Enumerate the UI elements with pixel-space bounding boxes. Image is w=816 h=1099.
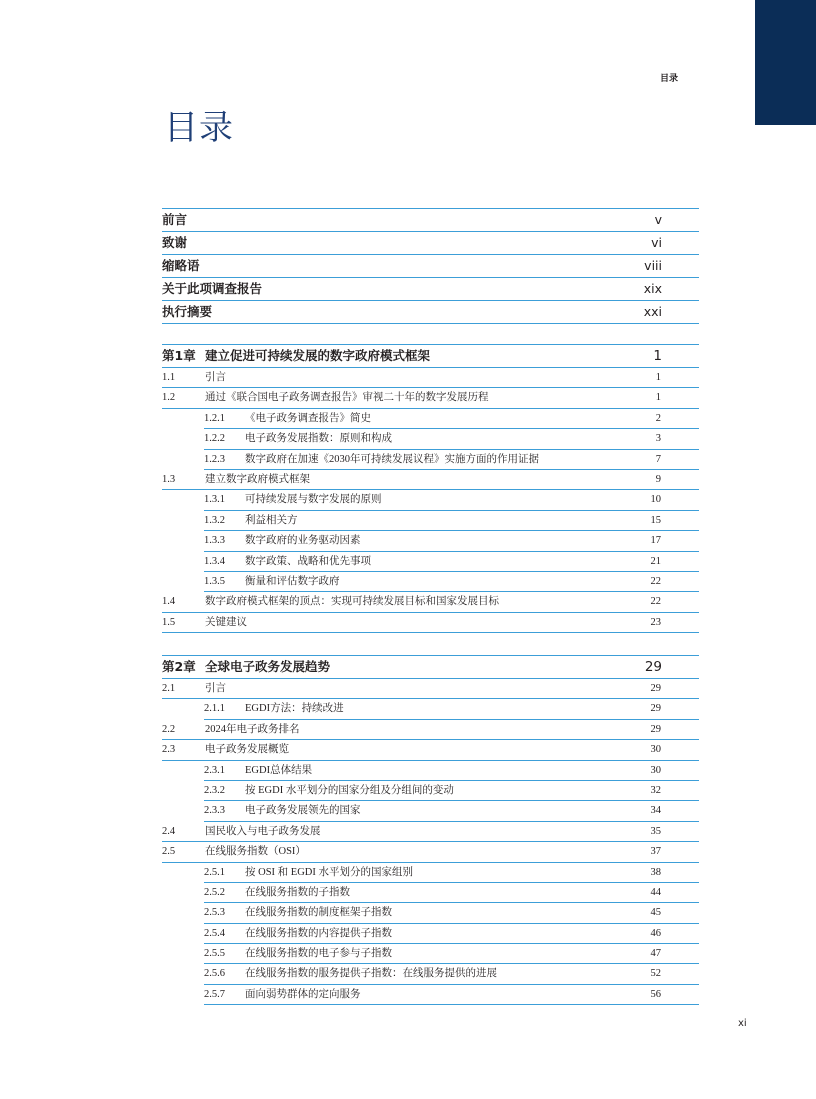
entry-number: 2.5.1 (204, 866, 225, 878)
toc-subsection-entry[interactable] (204, 781, 699, 801)
entry-page: 29 (650, 723, 661, 735)
toc-subsection-entry[interactable] (204, 450, 699, 470)
entry-page: 10 (650, 494, 661, 506)
toc-subsection-entry[interactable] (204, 924, 699, 944)
entry-label: EGDI方法：持续改进 (245, 703, 344, 715)
entry-label: 通过《联合国电子政务调查报告》审视二十年的数字发展历程 (205, 392, 489, 404)
entry-number: 1.3.5 (204, 575, 225, 587)
toc-section-entry[interactable] (162, 679, 699, 699)
entry-label: 电子政务发展领先的国家 (245, 805, 361, 817)
entry-number: 1.3.3 (204, 535, 225, 547)
running-header: 目录 (659, 74, 678, 84)
entry-page: 46 (650, 927, 661, 939)
entry-label: 关键建议 (205, 616, 247, 628)
entry-page: 3 (655, 433, 661, 445)
toc-section-entry[interactable] (162, 842, 699, 862)
entry-label: 引言 (205, 683, 226, 694)
chapter-title: 全球电子政务发展趋势 (205, 659, 331, 674)
entry-page: 37 (650, 846, 661, 858)
entry-page: 22 (650, 575, 661, 587)
toc-subsection-entry[interactable] (204, 903, 699, 923)
toc-subsection-entry[interactable] (204, 531, 699, 551)
toc-subsection-entry[interactable] (204, 409, 699, 429)
entry-number: 2.3.3 (204, 805, 225, 817)
entry-number: 2.1 (162, 683, 176, 694)
page-number: xi (738, 1018, 747, 1029)
entry-page: 47 (650, 948, 661, 960)
entry-number: 1.4 (162, 596, 176, 608)
entry-label: 国民收入与电子政务发展 (205, 825, 321, 837)
chapter-1-section (162, 344, 699, 633)
entry-number: 1.2 (162, 392, 176, 404)
entry-label: 面向弱势群体的定向服务 (245, 988, 361, 1000)
entry-page: 9 (655, 473, 661, 485)
toc-entry[interactable] (162, 301, 699, 324)
toc-subsection-entry[interactable] (204, 572, 699, 592)
toc-section-entry[interactable] (162, 592, 699, 612)
entry-number: 2.5.2 (204, 886, 225, 898)
toc-subsection-entry[interactable] (204, 490, 699, 510)
toc-subsection-entry[interactable] (204, 883, 699, 903)
entry-number: 1.3.1 (204, 494, 225, 506)
entry-label: 在线服务指数（OSI） (205, 846, 306, 858)
entry-label: 在线服务指数的制度框架子指数 (245, 907, 392, 919)
entry-number: 2.5.3 (204, 907, 225, 919)
toc-subsection-entry[interactable] (204, 801, 699, 821)
chapter-number: 第2章 (162, 659, 196, 674)
toc-subsection-entry[interactable] (204, 699, 699, 719)
entry-label: 衡量和评估数字政府 (245, 575, 340, 587)
entry-page: 52 (650, 968, 661, 980)
entry-label: 在线服务指数的电子参与子指数 (245, 948, 392, 960)
entry-label: EGDI总体结果 (245, 764, 313, 776)
entry-page: 29 (650, 703, 661, 715)
entry-label: 在线服务指数的服务提供子指数：在线服务提供的进展 (245, 968, 497, 980)
entry-page: 30 (650, 744, 661, 756)
entry-number: 1.3.4 (204, 555, 225, 567)
entry-page: 1 (655, 392, 661, 404)
entry-label: 在线服务指数的子指数 (245, 886, 350, 898)
toc-entry[interactable] (162, 255, 699, 278)
toc-section-entry[interactable] (162, 470, 699, 490)
entry-page: 2 (655, 412, 661, 424)
chapter-number: 第1章 (162, 348, 196, 363)
entry-label: 按 EGDI 水平划分的国家分组及分组间的变动 (245, 784, 454, 796)
toc-section-entry[interactable] (162, 613, 699, 633)
entry-number: 2.3 (162, 744, 176, 756)
toc-entry-page: v (654, 212, 662, 227)
toc-section-entry[interactable] (162, 822, 699, 842)
toc-entry-page: xix (643, 281, 662, 296)
entry-label: 电子政务发展指数：原则和构成 (245, 433, 392, 445)
page-title: 目录 (164, 108, 234, 148)
toc-subsection-entry[interactable] (204, 761, 699, 781)
entry-number: 2.5.4 (204, 927, 225, 939)
entry-number: 1.3 (162, 473, 176, 485)
entry-number: 1.2.3 (204, 453, 225, 465)
entry-page: 34 (650, 805, 661, 817)
entry-page: 38 (650, 866, 661, 878)
entry-page: 44 (650, 886, 661, 898)
entry-label: 利益相关方 (245, 514, 298, 526)
entry-number: 1.5 (162, 616, 176, 628)
entry-page: 23 (650, 616, 661, 628)
entry-page: 15 (650, 514, 661, 526)
entry-number: 2.2 (162, 723, 176, 735)
entry-page: 1 (655, 372, 661, 383)
toc-entry-label: 缩略语 (162, 258, 200, 273)
entry-number: 2.5 (162, 846, 176, 858)
toc-entry-label: 前言 (162, 212, 188, 227)
entry-page: 32 (650, 784, 661, 796)
entry-page: 7 (655, 453, 661, 465)
toc-section-entry[interactable] (162, 720, 699, 740)
entry-label: 引言 (205, 372, 226, 383)
toc-entry[interactable] (162, 232, 699, 255)
toc-entry[interactable] (162, 209, 699, 232)
entry-number: 1.1 (162, 372, 176, 383)
entry-label: 按 OSI 和 EGDI 水平划分的国家组别 (245, 866, 413, 878)
entry-label: 电子政务发展概览 (205, 744, 289, 756)
toc-subsection-entry[interactable] (204, 552, 699, 572)
toc-entry-page: viii (644, 258, 662, 273)
entry-page: 56 (650, 988, 661, 1000)
entry-page: 17 (650, 535, 661, 547)
entry-label: 数字政府在加速《2030年可持续发展议程》实施方面的作用证据 (245, 453, 539, 465)
entry-page: 45 (650, 907, 661, 919)
toc-entry-page: xxi (643, 304, 662, 319)
toc-entry-label: 执行摘要 (162, 304, 213, 319)
entry-label: 数字政策、战略和优先事项 (245, 555, 371, 567)
toc-entry[interactable] (162, 278, 699, 301)
entry-number: 1.2.1 (204, 412, 225, 424)
entry-number: 2.3.2 (204, 784, 225, 796)
toc-section-entry[interactable] (162, 368, 699, 388)
toc-entry-label: 关于此项调查报告 (162, 281, 263, 296)
toc-section-entry[interactable] (162, 388, 699, 408)
toc-subsection-entry[interactable] (204, 429, 699, 449)
entry-page: 30 (650, 764, 661, 776)
chapter-heading[interactable] (162, 345, 699, 368)
entry-label: 《电子政务调查报告》简史 (245, 412, 371, 424)
chapter-2-section (162, 655, 699, 1005)
toc-subsection-entry[interactable] (204, 985, 699, 1005)
front-matter-list (162, 208, 699, 324)
entry-number: 2.5.7 (204, 988, 225, 1000)
entry-page: 22 (650, 596, 661, 608)
chapter-page: 1 (653, 348, 662, 364)
entry-page: 35 (650, 825, 661, 837)
entry-label: 可持续发展与数字发展的原则 (245, 494, 382, 506)
toc-subsection-entry[interactable] (204, 863, 699, 883)
toc-entry-label: 致谢 (162, 235, 188, 250)
chapter-heading[interactable] (162, 656, 699, 679)
toc-subsection-entry[interactable] (204, 964, 699, 984)
entry-page: 21 (650, 555, 661, 567)
entry-label: 在线服务指数的内容提供子指数 (245, 927, 392, 939)
toc-subsection-entry[interactable] (204, 511, 699, 531)
entry-number: 1.3.2 (204, 514, 225, 526)
entry-page: 29 (650, 683, 661, 694)
entry-number: 2.4 (162, 825, 176, 837)
entry-number: 1.2.2 (204, 433, 225, 445)
toc-section-entry[interactable] (162, 740, 699, 760)
entry-label: 数字政府的业务驱动因素 (245, 535, 361, 547)
entry-number: 2.3.1 (204, 764, 225, 776)
entry-label: 建立数字政府模式框架 (205, 473, 310, 485)
entry-label: 2024年电子政务排名 (205, 723, 300, 735)
toc-subsection-entry[interactable] (204, 944, 699, 964)
chapter-page: 29 (644, 659, 662, 675)
entry-number: 2.5.6 (204, 968, 225, 980)
entry-label: 数字政府模式框架的顶点：实现可持续发展目标和国家发展目标 (205, 596, 499, 608)
corner-color-tab (755, 0, 816, 125)
entry-number: 2.5.5 (204, 948, 225, 960)
toc-entry-page: vi (651, 235, 662, 250)
entry-number: 2.1.1 (204, 703, 225, 715)
chapter-title: 建立促进可持续发展的数字政府模式框架 (205, 348, 431, 363)
